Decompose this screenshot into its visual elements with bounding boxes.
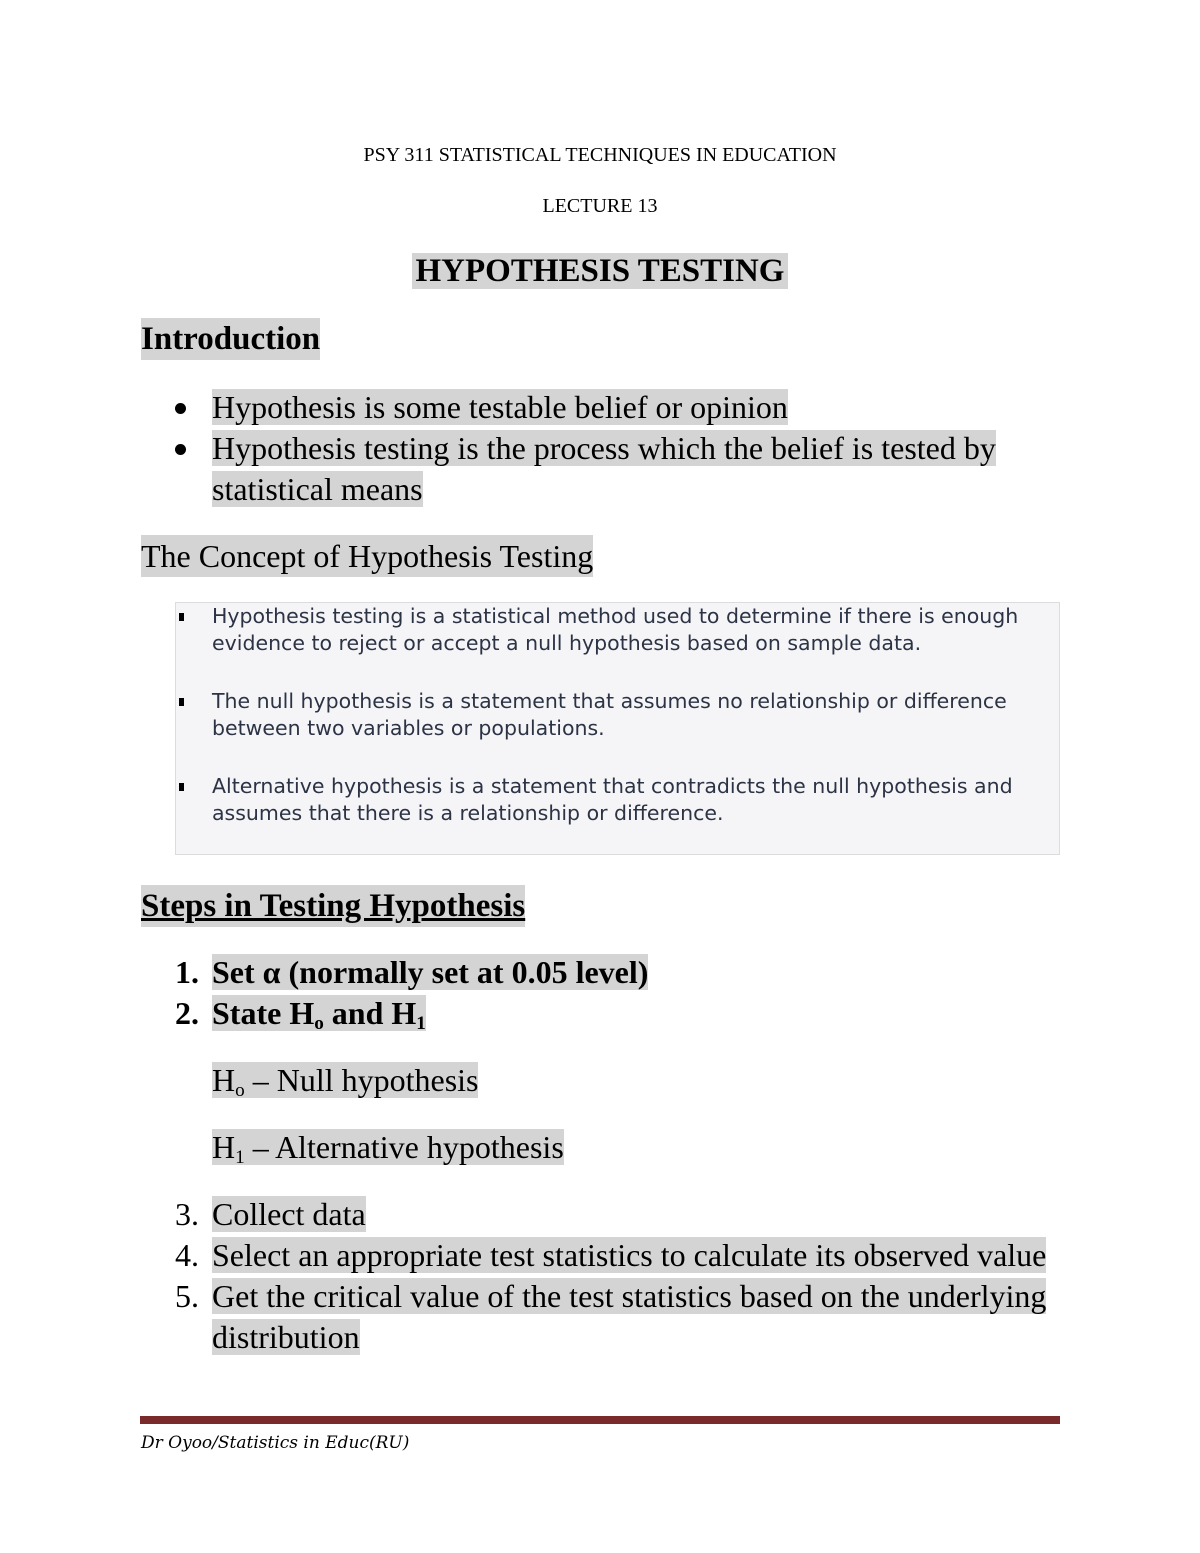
h0-subscript: o (235, 1079, 245, 1101)
step-text: Collect data (212, 1196, 366, 1232)
step-number: 4. (175, 1237, 199, 1273)
bullet-icon (175, 403, 186, 414)
h1-description: – Alternative hypothesis (244, 1129, 564, 1165)
step-text (212, 995, 426, 1034)
list-item-text: Alternative hypothesis is a statement that contradicts the null hypothesis and assumes that there is a relationship or difference. (212, 774, 1013, 825)
null-hypothesis-definition (141, 1060, 1061, 1101)
definition-text (212, 1062, 479, 1101)
step-2-prefix: State H (212, 995, 315, 1031)
list-item-text: Hypothesis testing is a statistical method used to determine if there is enough evidence to reject or accept a null hypothesis based on sample data. (212, 604, 1019, 655)
step-2-mid: and H (323, 995, 417, 1031)
bullet-icon (179, 783, 184, 791)
concept-heading: The Concept of Hypothesis Testing (141, 535, 593, 577)
step-number: 2. (175, 995, 199, 1031)
list-item-text: Hypothesis testing is the process which the belief is tested by statistical means (212, 430, 996, 507)
h0-subscript: o (314, 1012, 324, 1034)
introduction-heading: Introduction (141, 318, 320, 360)
bullet-icon (175, 444, 186, 455)
step-5 (141, 1276, 1061, 1358)
step-text: Select an appropriate test statistics to calculate its observed value (212, 1237, 1047, 1273)
steps-list (141, 952, 1061, 1358)
definition-text (212, 1129, 564, 1168)
h0-description: – Null hypothesis (244, 1062, 479, 1098)
list-item (176, 688, 1059, 742)
concept-list (176, 603, 1059, 827)
footer-text: Dr Oyoo/Statistics in Educ(RU) (141, 1433, 410, 1453)
footer-rule (140, 1416, 1060, 1424)
course-title: PSY 311 STATISTICAL TECHNIQUES IN EDUCATION (363, 144, 837, 166)
list-item (176, 773, 1059, 827)
h1-letter: H (212, 1129, 236, 1165)
step-4 (141, 1235, 1061, 1276)
introduction-list (141, 387, 1061, 510)
lecture-number: LECTURE 13 (542, 195, 658, 217)
bullet-icon (179, 698, 184, 706)
step-text: Get the critical value of the test statistics based on the underlying distribution (212, 1278, 1047, 1355)
list-item (141, 387, 1061, 428)
page-title-text: HYPOTHESIS TESTING (412, 253, 789, 289)
h0-letter: H (212, 1062, 236, 1098)
step-2 (141, 993, 1061, 1034)
list-item (176, 603, 1059, 657)
h1-subscript: 1 (416, 1012, 426, 1034)
concept-box (175, 602, 1060, 855)
step-number: 3. (175, 1196, 199, 1232)
bullet-icon (179, 613, 184, 621)
list-item (141, 428, 1061, 510)
page-title (0, 250, 1200, 292)
step-1 (141, 952, 1061, 993)
list-item-text: The null hypothesis is a statement that assumes no relationship or difference between two variables or populations. (212, 689, 1007, 740)
h1-subscript: 1 (235, 1146, 245, 1168)
list-item-text: Hypothesis is some testable belief or opinion (212, 389, 788, 425)
alternative-hypothesis-definition (141, 1127, 1061, 1168)
steps-heading: Steps in Testing Hypothesis (141, 885, 525, 927)
step-text: Set α (normally set at 0.05 level) (212, 954, 649, 990)
step-number: 5. (175, 1278, 199, 1314)
step-number: 1. (175, 954, 199, 990)
step-3 (141, 1194, 1061, 1235)
